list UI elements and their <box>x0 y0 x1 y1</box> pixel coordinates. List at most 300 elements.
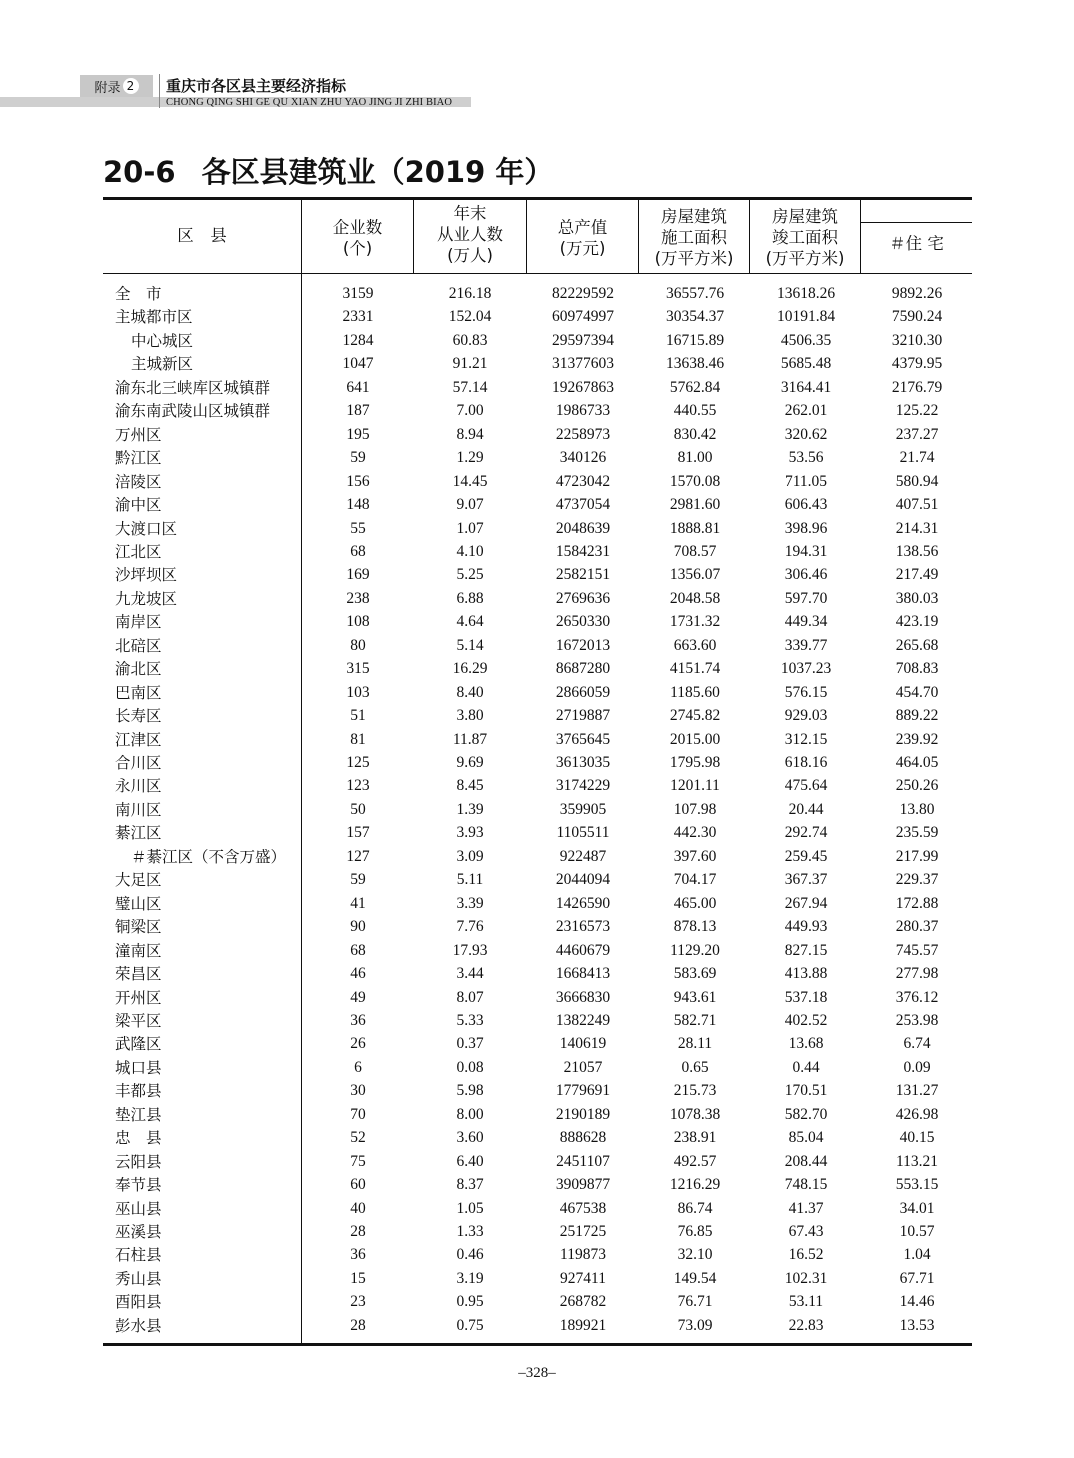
table-cell: 237.27 <box>895 425 939 443</box>
table-cell: 537.18 <box>784 988 828 1006</box>
page-number: –328– <box>518 1365 556 1381</box>
table-cell: 440.55 <box>673 402 717 420</box>
table-cell: 1.07 <box>456 519 484 537</box>
table-row <box>103 987 972 1011</box>
table-row <box>103 1174 972 1198</box>
col-header-line: 年末 <box>453 204 487 223</box>
row-region-name: 黔江区 <box>115 449 162 468</box>
table-cell: 36557.76 <box>665 285 725 302</box>
table-cell: 442.30 <box>673 824 717 842</box>
table-cell: 169 <box>346 566 370 584</box>
col-header-residential: ＃住 宅 <box>889 234 944 253</box>
row-region-name: 巫山县 <box>115 1199 162 1218</box>
table-cell: 216.18 <box>448 285 492 302</box>
table-cell: 2258973 <box>555 425 611 443</box>
table-cell: 53.56 <box>788 449 824 467</box>
table-cell: 16715.89 <box>665 331 725 349</box>
table-cell: 46 <box>350 965 366 983</box>
table-cell: 0.46 <box>456 1246 484 1264</box>
row-region-name: 大渡口区 <box>115 519 178 538</box>
table-cell: 704.17 <box>673 871 717 889</box>
col-header-construction-area <box>639 206 749 269</box>
table-cell: 5762.84 <box>669 378 721 396</box>
table-cell: 75 <box>350 1152 366 1170</box>
table-cell: 641 <box>346 378 370 396</box>
row-region-name: 九龙坡区 <box>115 589 178 608</box>
table-row <box>103 635 972 659</box>
table-cell: 376.12 <box>895 988 939 1006</box>
table-cell: 10.57 <box>899 1223 935 1240</box>
table-cell: 449.34 <box>784 613 828 631</box>
table-cell: 238.91 <box>673 1129 717 1147</box>
table-cell: 28 <box>350 1316 366 1334</box>
table-cell: 553.15 <box>895 1176 939 1194</box>
table-cell: 1382249 <box>555 1011 611 1029</box>
row-region-name: 南岸区 <box>115 613 162 632</box>
row-region-name: 城口县 <box>115 1058 162 1077</box>
table-cell: 59 <box>350 871 366 889</box>
table-cell: 49 <box>350 988 366 1006</box>
table-cell: 0.65 <box>681 1058 709 1076</box>
table-cell: 2582151 <box>555 566 611 584</box>
table-cell: 359905 <box>559 800 607 818</box>
table-row <box>103 940 972 964</box>
table-cell: 28.11 <box>677 1035 713 1053</box>
table-cell: 16.29 <box>452 660 488 678</box>
table-cell: 878.13 <box>673 918 717 936</box>
table-cell: 2331 <box>342 308 374 326</box>
col-header-line: 总产值 <box>557 218 608 237</box>
table-cell: 1105511 <box>556 824 610 842</box>
table-cell: 367.37 <box>784 871 828 889</box>
col-header-line: (万人) <box>447 246 493 265</box>
table-cell: 306.46 <box>784 566 828 584</box>
table-cell: 11.87 <box>452 730 488 748</box>
table-row <box>103 1244 972 1268</box>
table-cell: 67.71 <box>899 1269 935 1287</box>
table-cell: 67.43 <box>788 1223 824 1240</box>
table-cell: 7.00 <box>456 402 484 420</box>
table-cell: 1584231 <box>555 542 611 560</box>
table-cell: 467538 <box>559 1199 607 1217</box>
table-row <box>103 564 972 588</box>
table-row <box>103 1151 972 1175</box>
table-cell: 1078.38 <box>669 1105 721 1123</box>
table-cell: 1426590 <box>555 894 611 912</box>
table-cell: 2048.58 <box>669 589 721 607</box>
table-cell: 708.57 <box>673 542 717 560</box>
table-cell: 13.53 <box>899 1316 935 1334</box>
table-cell: 19267863 <box>552 378 614 396</box>
table-cell: 8.07 <box>456 988 484 1006</box>
table-cell: 125.22 <box>895 402 939 420</box>
table-cell: 748.15 <box>784 1176 828 1194</box>
table-cell: 380.03 <box>895 589 939 607</box>
table-cell: 449.93 <box>784 918 828 936</box>
table-cell: 103 <box>346 683 370 701</box>
row-region-name: 綦江区 <box>115 824 162 843</box>
row-region-name: 大足区 <box>115 871 162 890</box>
table-cell: 9.07 <box>456 496 484 514</box>
col-header-line: 房屋建筑 <box>661 207 727 226</box>
table-cell: 1.29 <box>456 449 484 467</box>
table-cell: 606.43 <box>784 496 828 514</box>
table-row <box>103 1127 972 1151</box>
table-cell: 0.95 <box>456 1293 484 1311</box>
table-row <box>103 1291 972 1315</box>
table-cell: 170.51 <box>784 1082 828 1100</box>
row-region-name: 云阳县 <box>115 1152 162 1171</box>
row-region-name: 合川区 <box>115 754 162 772</box>
table-cell: 7590.24 <box>891 308 943 326</box>
table-cell: 1356.07 <box>669 566 721 584</box>
table-cell: 6 <box>354 1058 362 1076</box>
table-cell: 131.27 <box>895 1082 939 1100</box>
col-header-line: 从业人数 <box>437 225 503 244</box>
table-cell: 1986733 <box>555 402 611 420</box>
table-cell: 60 <box>350 1176 366 1194</box>
table-cell: 149.54 <box>673 1269 717 1287</box>
table-cell: 663.60 <box>673 636 717 654</box>
table-cell: 26 <box>350 1035 366 1053</box>
table-cell: 13.80 <box>899 800 935 818</box>
table-cell: 745.57 <box>895 941 939 959</box>
table-cell: 85.04 <box>788 1129 824 1147</box>
table-cell: 16.52 <box>788 1246 824 1264</box>
table-cell: 51 <box>350 707 366 725</box>
row-region-name: 梁平区 <box>115 1011 162 1030</box>
table-row <box>103 330 972 354</box>
table-cell: 30 <box>350 1082 366 1100</box>
table-cell: 15 <box>350 1269 366 1287</box>
table-row <box>103 1010 972 1034</box>
table-cell: 0.75 <box>456 1316 484 1334</box>
table-row <box>103 752 972 776</box>
table-cell: 1.39 <box>456 800 484 818</box>
table-cell: 53.11 <box>788 1293 824 1311</box>
table-cell: 3.80 <box>456 707 484 725</box>
table-cell: 52 <box>350 1129 366 1147</box>
table-cell: 2769636 <box>555 589 611 607</box>
table-cell: 107.98 <box>673 800 717 818</box>
table-cell: 397.60 <box>673 847 717 865</box>
row-region-name: 渝东南武陵山区城镇群 <box>115 402 271 421</box>
table-cell: 253.98 <box>895 1011 939 1029</box>
table-cell: 3.19 <box>456 1269 484 1287</box>
table-row <box>103 494 972 518</box>
table-cell: 2981.60 <box>669 496 721 514</box>
table-cell: 3613035 <box>555 754 611 771</box>
row-region-name: 武隆区 <box>115 1035 162 1054</box>
table-number: 20-6 <box>103 155 176 189</box>
appendix-number: 2 <box>123 78 139 94</box>
table-cell: 708.83 <box>895 660 939 678</box>
table-cell: 36 <box>350 1011 366 1029</box>
table-cell: 108 <box>346 613 370 631</box>
table-top-rule <box>103 197 972 200</box>
col-header-line: 房屋建筑 <box>772 207 838 226</box>
table-cell: 13.68 <box>788 1035 824 1053</box>
row-region-name: 巫溪县 <box>115 1223 162 1241</box>
table-cell: 413.88 <box>784 965 828 983</box>
row-region-name: 主城都市区 <box>115 308 193 327</box>
table-row <box>103 424 972 448</box>
table-row <box>103 1315 972 1339</box>
table-cell: 50 <box>350 800 366 818</box>
table-row <box>103 893 972 917</box>
table-cell: 464.05 <box>895 754 939 771</box>
table-row <box>103 1198 972 1222</box>
table-cell: 90 <box>350 918 366 936</box>
row-region-name: 江北区 <box>115 542 162 561</box>
table-cell: 1037.23 <box>780 660 832 678</box>
table-cell: 10191.84 <box>776 308 836 326</box>
table-cell: 0.09 <box>903 1058 931 1076</box>
table-cell: 172.88 <box>895 894 939 912</box>
table-cell: 2745.82 <box>669 707 721 725</box>
table-cell: 208.44 <box>784 1152 828 1170</box>
table-title: 各区县建筑业（2019 年） <box>201 155 554 189</box>
table-cell: 618.16 <box>784 754 828 771</box>
table-cell: 1216.29 <box>669 1176 721 1194</box>
table-cell: 1570.08 <box>669 472 721 490</box>
table-cell: 582.70 <box>784 1105 828 1123</box>
col-header-line: 施工面积 <box>661 228 727 247</box>
table-cell: 217.49 <box>895 566 939 584</box>
table-cell: 41 <box>350 894 366 912</box>
table-cell: 929.03 <box>784 707 828 725</box>
running-header-subtitle: CHONG QING SHI GE QU XIAN ZHU YAO JING JI ZHI BIAO <box>166 97 453 108</box>
table-cell: 55 <box>350 519 366 537</box>
table-cell: 3666830 <box>555 988 611 1006</box>
table-cell: 312.15 <box>784 730 828 748</box>
table-cell: 215.73 <box>673 1082 717 1100</box>
table-cell: 1668413 <box>555 965 611 983</box>
table-cell: 2048639 <box>555 519 611 537</box>
table-cell: 2451107 <box>556 1152 610 1170</box>
row-region-name: 酉阳县 <box>115 1293 162 1312</box>
row-region-name: 中心城区 <box>131 331 194 350</box>
header-separator <box>159 74 160 108</box>
table-cell: 123 <box>346 777 370 795</box>
table-cell: 251725 <box>559 1223 607 1240</box>
col-header-output <box>527 217 638 259</box>
table-cell: 4506.35 <box>780 331 832 349</box>
table-cell: 60.83 <box>452 331 488 349</box>
table-row <box>103 400 972 424</box>
table-cell: 2176.79 <box>891 378 943 396</box>
row-region-name: ＃綦江区（不含万盛） <box>131 847 287 866</box>
table-cell: 1795.98 <box>669 754 721 771</box>
table-cell: 8.40 <box>456 683 484 701</box>
table-row <box>103 775 972 799</box>
table-cell: 277.98 <box>895 965 939 983</box>
table-cell: 152.04 <box>448 308 492 326</box>
row-region-name: 江津区 <box>115 730 162 749</box>
row-region-name: 璧山区 <box>115 894 162 913</box>
table-cell: 9892.26 <box>891 285 943 302</box>
appendix-tag <box>80 75 153 97</box>
table-cell: 1.33 <box>456 1223 484 1240</box>
table-cell: 8.37 <box>456 1176 484 1194</box>
table-cell: 68 <box>350 542 366 560</box>
table-row <box>103 447 972 471</box>
table-row <box>103 1104 972 1128</box>
table-cell: 102.31 <box>784 1269 828 1287</box>
table-cell: 1.05 <box>456 1199 484 1217</box>
running-header-title: 重庆市各区县主要经济指标 <box>166 77 347 95</box>
table-cell: 5.11 <box>456 871 484 889</box>
table-cell: 13618.26 <box>776 285 836 302</box>
table-cell: 3.44 <box>456 965 484 983</box>
table-cell: 4151.74 <box>669 660 721 678</box>
table-cell: 398.96 <box>784 519 828 537</box>
table-cell: 148 <box>346 496 370 514</box>
table-row <box>103 705 972 729</box>
table-cell: 1672013 <box>555 636 611 654</box>
table-cell: 31377603 <box>552 355 614 373</box>
table-cell: 8.94 <box>456 425 484 443</box>
table-cell: 6.74 <box>903 1035 931 1053</box>
row-region-name: 渝东北三峡库区城镇群 <box>115 378 271 397</box>
row-region-name: 永川区 <box>115 777 162 796</box>
col-header-line: (万平方米) <box>765 249 845 268</box>
table-cell: 5.14 <box>456 636 484 654</box>
table-cell: 267.94 <box>784 894 828 912</box>
table-cell: 830.42 <box>673 425 717 443</box>
table-cell: 8687280 <box>555 660 611 678</box>
table-cell: 827.15 <box>784 941 828 959</box>
table-cell: 127 <box>346 847 370 865</box>
table-cell: 320.62 <box>784 425 828 443</box>
table-cell: 580.94 <box>895 472 939 490</box>
col-header-line: (万元) <box>559 239 606 258</box>
row-region-name: 渝北区 <box>115 660 162 679</box>
table-cell: 29597394 <box>552 331 614 349</box>
table-cell: 1779691 <box>555 1082 611 1100</box>
table-cell: 3765645 <box>555 730 611 748</box>
table-row <box>103 1268 972 1292</box>
page-title <box>103 150 553 191</box>
table-cell: 81.00 <box>677 449 713 467</box>
table-cell: 235.59 <box>895 824 939 842</box>
table-cell: 6.40 <box>456 1152 484 1170</box>
header-sub-rule <box>861 222 972 223</box>
table-bottom-rule <box>103 1343 972 1346</box>
table-cell: 3159 <box>342 285 374 302</box>
col-header-line: (个) <box>342 239 373 258</box>
table-cell: 157 <box>346 824 370 842</box>
row-region-name: 主城新区 <box>131 355 194 374</box>
row-region-name: 南川区 <box>115 800 162 819</box>
table-cell: 36 <box>350 1246 366 1264</box>
header-bottom-rule <box>103 273 972 274</box>
table-cell: 1888.81 <box>669 519 721 537</box>
table-cell: 8.45 <box>456 777 484 795</box>
table-cell: 576.15 <box>784 683 828 701</box>
table-row <box>103 658 972 682</box>
table-cell: 68 <box>350 941 366 959</box>
table-cell: 2650330 <box>555 613 611 631</box>
table-row <box>103 588 972 612</box>
table-cell: 40.15 <box>899 1129 935 1147</box>
row-region-name: 彭水县 <box>115 1316 162 1335</box>
table-cell: 711.05 <box>784 472 828 490</box>
table-cell: 91.21 <box>452 355 488 373</box>
row-region-name: 丰都县 <box>115 1082 162 1101</box>
table-row <box>103 799 972 823</box>
table-cell: 119873 <box>560 1246 606 1264</box>
table-cell: 40 <box>350 1199 366 1217</box>
table-cell: 76.71 <box>677 1293 713 1311</box>
table-cell: 265.68 <box>895 636 939 654</box>
table-cell: 76.85 <box>677 1223 713 1240</box>
table-cell: 1.04 <box>903 1246 931 1264</box>
table-row <box>103 869 972 893</box>
table-cell: 195 <box>346 425 370 443</box>
table-cell: 4723042 <box>555 472 611 490</box>
table-cell: 0.44 <box>792 1058 820 1076</box>
table-cell: 22.83 <box>788 1316 824 1334</box>
row-region-name: 巴南区 <box>115 683 162 702</box>
table-cell: 259.45 <box>784 847 828 865</box>
table-cell: 34.01 <box>899 1199 935 1217</box>
row-region-name: 奉节县 <box>115 1176 162 1195</box>
table-cell: 8.00 <box>456 1105 484 1123</box>
table-cell: 426.98 <box>895 1105 939 1123</box>
table-cell: 82229592 <box>552 285 614 302</box>
table-row <box>103 1033 972 1057</box>
table-cell: 217.99 <box>895 847 939 865</box>
table-cell: 156 <box>346 472 370 490</box>
table-cell: 5685.48 <box>780 355 832 373</box>
table-cell: 20.44 <box>788 800 824 818</box>
table-row <box>103 518 972 542</box>
table-cell: 262.01 <box>784 402 828 420</box>
table-cell: 423.19 <box>895 613 939 631</box>
row-region-name: 长寿区 <box>115 707 162 726</box>
table-cell: 927411 <box>560 1269 606 1287</box>
table-cell: 57.14 <box>452 378 488 396</box>
col-header-line: (万平方米) <box>654 249 734 268</box>
table-row <box>103 353 972 377</box>
table-cell: 9.69 <box>456 754 484 771</box>
table-cell: 60974997 <box>552 308 614 326</box>
table-cell: 14.45 <box>452 472 488 490</box>
row-region-name: 万州区 <box>115 425 162 444</box>
row-region-name: 秀山县 <box>115 1269 162 1288</box>
table-cell: 73.09 <box>677 1316 713 1334</box>
table-cell: 5.25 <box>456 566 484 584</box>
table-cell: 402.52 <box>784 1011 828 1029</box>
table-cell: 922487 <box>559 847 607 865</box>
table-cell: 113.21 <box>895 1152 939 1170</box>
table-row <box>103 822 972 846</box>
row-region-name: 荣昌区 <box>115 965 162 984</box>
table-cell: 2866059 <box>555 683 611 701</box>
table-cell: 5.98 <box>456 1082 484 1100</box>
table-cell: 4460679 <box>555 941 611 959</box>
table-cell: 0.08 <box>456 1058 484 1076</box>
table-cell: 80 <box>350 636 366 654</box>
table-cell: 125 <box>346 754 370 771</box>
table-cell: 1731.32 <box>669 613 721 631</box>
table-cell: 3174229 <box>555 777 611 795</box>
table-cell: 454.70 <box>895 683 939 701</box>
table-cell: 59 <box>350 449 366 467</box>
table-cell: 250.26 <box>895 777 939 795</box>
table-cell: 17.93 <box>452 941 488 959</box>
